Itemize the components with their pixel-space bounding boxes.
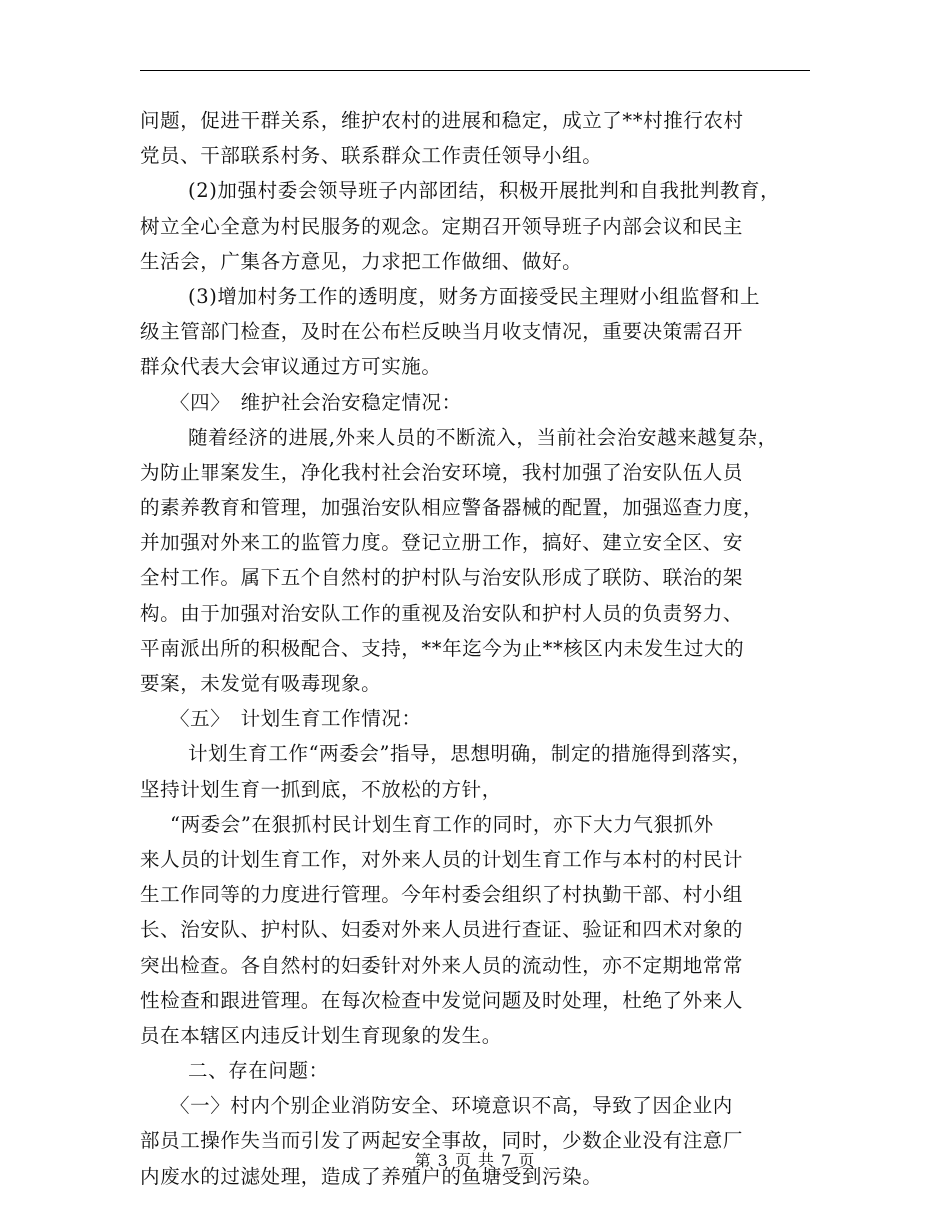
text-line: 二、存在问题： bbox=[188, 1059, 329, 1083]
text-line: 随着经济的进展,外来人员的不断流入，当前社会治安越来越复杂， bbox=[188, 425, 778, 449]
text-line: 要案，未发觉有吸毒现象。 bbox=[140, 672, 382, 695]
text-line: 平南派出所的积极配合、支持，**年迄今为止**核区内未发生过大的 bbox=[140, 636, 745, 660]
text-line: 坚持计划生育一抓到底，不放松的方针， bbox=[140, 777, 502, 801]
text-line: (3)增加村务工作的透明度，财务方面接受民主理财小组监督和上 bbox=[188, 284, 761, 308]
text-line: (2)加强村委会领导班子内部团结，积极开展批判和自我批判教育， bbox=[188, 179, 781, 203]
text-line: 全村工作。属下五个自然村的护村队与治安队形成了联防、联治的架 bbox=[140, 566, 744, 590]
text-line: 计划生育工作“两委会”指导，思想明确，制定的措施得到落实， bbox=[188, 742, 752, 766]
text-line: 员在本辖区内违反计划生育现象的发生。 bbox=[140, 1023, 502, 1047]
text-line: 级主管部门检查，及时在公布栏反映当月收支情况，重要决策需召开 bbox=[140, 320, 744, 344]
text-line: 并加强对外来工的监管力度。登记立册工作，搞好、建立安全区、安 bbox=[140, 531, 744, 555]
text-line: 性检查和跟进管理。在每次检查中发觉问题及时处理，杜绝了外来人 bbox=[140, 988, 744, 1012]
text-line: 构。由于加强对治安队工作的重视及治安队和护村人员的负责努力、 bbox=[140, 601, 744, 625]
text-line: 树立全心全意为村民服务的观念。定期召开领导班子内部会议和民主 bbox=[140, 214, 744, 238]
text-line: 长、治安队、护村队、妇委对外来人员进行查证、验证和四术对象的 bbox=[140, 918, 744, 942]
text-line: 〈五〉 计划生育工作情况： bbox=[170, 707, 422, 731]
text-line: 党员、干部联系村务、联系群众工作责任领导小组。 bbox=[140, 144, 603, 168]
text-line: 问题，促进干群关系，维护农村的进展和稳定，成立了**村推行农村 bbox=[140, 109, 744, 132]
text-line: 群众代表大会审议通过方可实施。 bbox=[140, 355, 442, 379]
text-line: 部员工操作失当而引发了两起安全事故，同时，少数企业没有注意厂 bbox=[140, 1129, 744, 1153]
text-line: 为防止罪案发生，净化我村社会治安环境，我村加强了治安队伍人员 bbox=[140, 460, 744, 484]
text-line: 内废水的过滤处理，造成了养殖户的鱼塘受到污染。 bbox=[140, 1164, 603, 1188]
text-line: 生工作同等的力度进行管理。今年村委会组织了村执勤干部、村小组 bbox=[140, 883, 744, 907]
text-line: “两委会”在狠抓村民计划生育工作的同时，亦下大力气狠抓外 bbox=[170, 812, 714, 836]
document-body bbox=[140, 103, 820, 1194]
text-line: 的素养教育和管理，加强治安队相应警备器械的配置，加强巡查力度， bbox=[140, 496, 764, 520]
page-footer: 第 3 页 共 7 页 bbox=[414, 1151, 536, 1170]
text-line: 〈四〉 维护社会治安稳定情况： bbox=[170, 390, 462, 414]
text-line: 〈一〉村内个别企业消防安全、环境意识不高，导致了因企业内 bbox=[170, 1094, 733, 1118]
header-rule bbox=[140, 70, 810, 71]
text-line: 来人员的计划生育工作，对外来人员的计划生育工作与本村的村民计 bbox=[140, 847, 744, 871]
text-line: 生活会，广集各方意见，力求把工作做细、做好。 bbox=[140, 249, 583, 273]
text-line: 突出检查。各自然村的妇委针对外来人员的流动性，亦不定期地常常 bbox=[140, 953, 744, 977]
